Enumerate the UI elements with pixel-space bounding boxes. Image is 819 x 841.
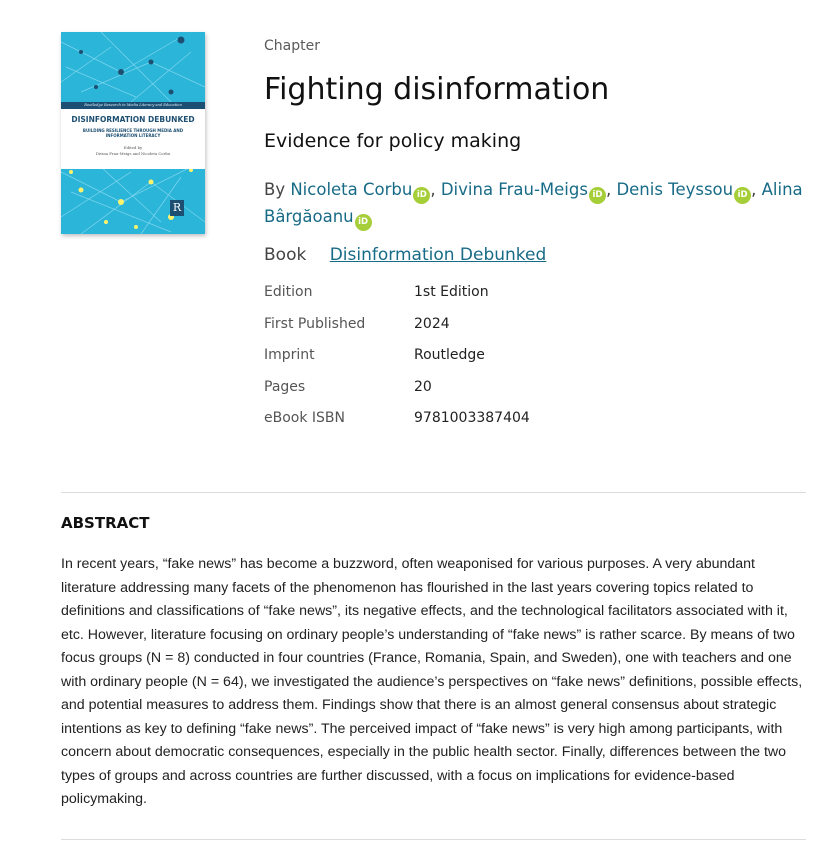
page-subtitle: Evidence for policy making [264, 130, 522, 152]
authors-prefix: By [264, 180, 286, 199]
metadata-row [264, 410, 530, 442]
book-title-link[interactable]: Disinformation Debunked [329, 245, 547, 265]
metadata-value: 9781003387404 [414, 410, 530, 426]
author-list: By Nicoleta Corbu iD , Divina Frau-Meigs iD , Denis Teyssou iD , Alina Bârgăoanu iD [264, 177, 804, 231]
cover-editors: Divina Frau-Meigs and Nicoleta Corbu [95, 151, 171, 156]
abstract-heading: ABSTRACT [61, 514, 150, 532]
metadata-row [264, 379, 530, 411]
metadata-key: Imprint [264, 347, 315, 363]
routledge-logo: R [170, 200, 184, 216]
metadata-row [264, 347, 530, 379]
metadata-key: Pages [264, 378, 306, 395]
cover-title: DISINFORMATION DEBUNKED [71, 115, 195, 124]
orcid-icon[interactable]: iD [413, 187, 430, 204]
metadata-row [264, 284, 530, 316]
cover-subtitle-1: BUILDING RESILIENCE THROUGH MEDIA AND [82, 128, 184, 133]
parent-book [264, 245, 546, 265]
content-type-label: Chapter [264, 38, 320, 54]
author-link[interactable]: Alina Bârgăoanu [264, 180, 803, 226]
book-label: Book [264, 245, 307, 265]
orcid-icon[interactable]: iD [589, 187, 606, 204]
abstract-text: In recent years, “fake news” has become a buzzword, often weaponised for various purposes. A very abundant literature addressing many facets of the phenomenon has flourished in the last years covering topics related to definitions and classifications of “fake news”, its negative effects, and the technological facilitators associated with it, etc. However, literature focusing on ordinary people’s understanding of “fake news” is rather scarce. By means of two focus groups (N = 8) conducted in four countries (France, Romania, Spain, and Sweden), one with teachers and one with ordinary people (N = 64), we investigated the audience’s perspectives on “fake news” definitions, possible effects, and potential measures to address them. Findings show that there is an almost general consensus about strategic intentions as key to defining “fake news”. The perceived impact of “fake news” is very high among participants, with concern about democratic consequences, especially in the public health sector. Finally, differences between the two types of groups and across countries are further discussed, with a focus on implications for evidence-based policymaking. [61, 556, 803, 807]
metadata-row [264, 316, 530, 348]
page-title: Fighting disinformation [264, 72, 610, 107]
metadata-value: 2024 [414, 315, 450, 332]
author-link[interactable]: Divina Frau-Meigs [440, 180, 588, 199]
orcid-icon[interactable]: iD [734, 187, 751, 204]
metadata-key: eBook ISBN [264, 410, 345, 426]
orcid-icon[interactable]: iD [355, 214, 372, 231]
metadata-table [264, 284, 530, 442]
author-link[interactable]: Denis Teyssou [616, 180, 734, 199]
author-link[interactable]: Nicoleta Corbu [290, 180, 413, 199]
section-divider [61, 839, 806, 840]
metadata-value: 20 [414, 378, 432, 395]
cover-series: Routledge Research in Media Literacy and Education [84, 103, 182, 107]
metadata-key: First Published [264, 315, 366, 332]
cover-edited-by: Edited by [123, 145, 143, 150]
metadata-value: 1st Edition [414, 284, 489, 300]
metadata-value: Routledge [414, 347, 485, 363]
cover-subtitle-2: INFORMATION LITERACY [105, 133, 161, 138]
section-divider [61, 492, 806, 493]
book-cover[interactable] [61, 32, 205, 234]
metadata-key: Edition [264, 284, 313, 300]
